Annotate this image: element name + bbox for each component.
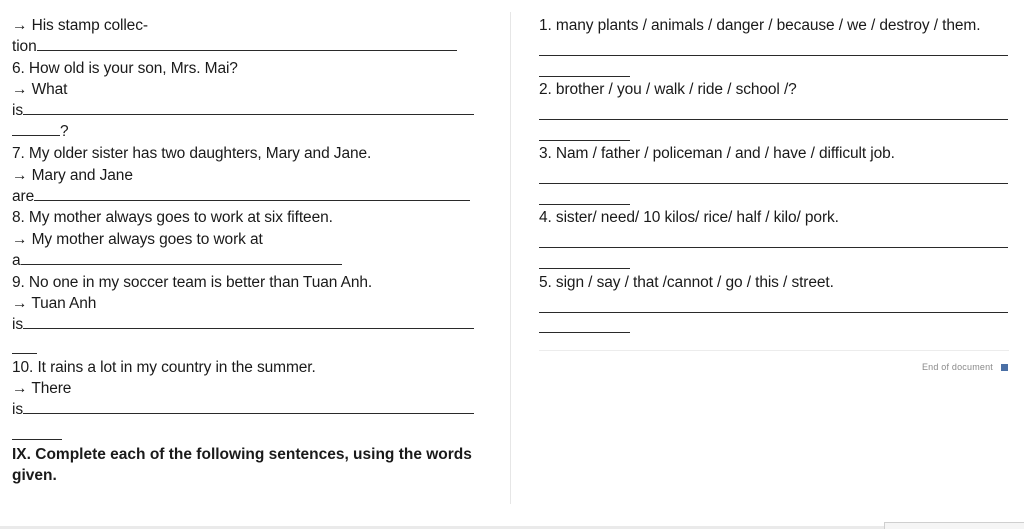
- item-2-blank-2[interactable]: [539, 140, 630, 141]
- q6-arrow-line: → What: [12, 81, 68, 98]
- q7-are-text: are: [12, 188, 35, 205]
- item-1-blank-2[interactable]: [539, 76, 630, 77]
- q6-question: 6. How old is your son, Mrs. Mai?: [12, 60, 238, 77]
- q8-answer-line: [12, 251, 342, 271]
- section-heading: IX. Complete each of the following sentences, using the words given.: [12, 446, 472, 484]
- q10-question: 10. It rains a lot in my country in the summer.: [12, 359, 316, 376]
- q5-cont-text: tion: [12, 38, 37, 55]
- q9-arrow-line: → Tuan Anh: [12, 295, 97, 312]
- q9-question: 9. No one in my soccer team is better than Tuan Anh.: [12, 274, 373, 291]
- q6-answer-line: [12, 101, 474, 121]
- q6-answer-cont: [12, 122, 69, 142]
- q6-blank[interactable]: [23, 101, 474, 115]
- column-divider: [510, 12, 511, 504]
- q9-blank-2[interactable]: [12, 353, 37, 354]
- item-3-blank-2[interactable]: [539, 204, 630, 205]
- item-5: 5. sign / say / that /cannot / go / this / street.: [539, 274, 834, 291]
- item-1: 1. many plants / animals / danger / because / we / destroy / them.: [539, 17, 981, 34]
- q7-arrow-line: → Mary and Jane: [12, 167, 133, 184]
- q8-arrow-line: → My mother always goes to work at: [12, 231, 263, 248]
- item-5-blank[interactable]: [539, 312, 1008, 313]
- q6-blank-2[interactable]: [12, 122, 60, 136]
- q9-answer-line: [12, 315, 474, 335]
- q10-blank-2[interactable]: [12, 439, 62, 440]
- q10-arrow-line: → There: [12, 380, 72, 397]
- q5-blank[interactable]: [37, 37, 457, 51]
- q5-arrow-line: → His stamp collec-: [12, 17, 148, 34]
- end-separator: [539, 350, 1009, 351]
- q10-is-text: is: [12, 401, 23, 418]
- item-4: 4. sister/ need/ 10 kilos/ rice/ half / kilo/ pork.: [539, 209, 839, 226]
- q8-blank[interactable]: [21, 251, 342, 265]
- q5-answer-line: [12, 37, 457, 57]
- q8-question: 8. My mother always goes to work at six fifteen.: [12, 209, 333, 226]
- item-4-blank-2[interactable]: [539, 268, 630, 269]
- q10-blank[interactable]: [23, 400, 474, 414]
- q6-end-mark: ?: [60, 123, 69, 140]
- q9-is-text: is: [12, 316, 23, 333]
- end-marker-icon: [1001, 364, 1008, 371]
- end-of-document: [922, 362, 1008, 372]
- item-4-blank[interactable]: [539, 247, 1008, 248]
- item-2: 2. brother / you / walk / ride / school /?: [539, 81, 797, 98]
- q8-a-text: a: [12, 252, 21, 269]
- item-3: 3. Nam / father / policeman / and / have / difficult job.: [539, 145, 895, 162]
- horizontal-scrollbar-thumb[interactable]: [884, 522, 1024, 529]
- item-3-blank[interactable]: [539, 183, 1008, 184]
- q9-blank[interactable]: [23, 315, 474, 329]
- q10-answer-line: [12, 400, 474, 420]
- q7-answer-line: [12, 187, 470, 207]
- end-of-document-label: End of document: [921, 362, 993, 372]
- q7-question: 7. My older sister has two daughters, Mary and Jane.: [12, 145, 372, 162]
- q6-is-text: is: [12, 102, 23, 119]
- item-5-blank-2[interactable]: [539, 332, 630, 333]
- item-2-blank[interactable]: [539, 119, 1008, 120]
- q7-blank[interactable]: [34, 187, 470, 201]
- item-1-blank[interactable]: [539, 55, 1008, 56]
